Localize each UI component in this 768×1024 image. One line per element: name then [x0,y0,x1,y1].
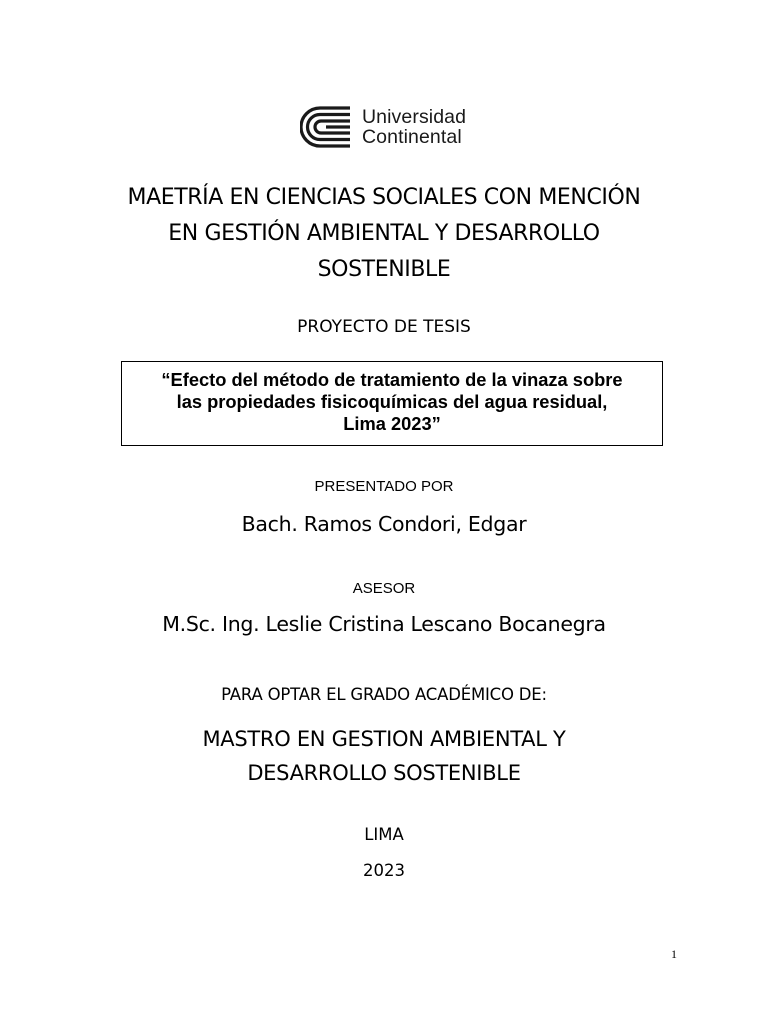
continental-c-stripes-logo-icon [300,105,354,149]
city: LIMA [364,825,404,844]
project-label: PROYECTO DE TESIS [297,317,471,337]
logo-line-2: Continental [362,126,462,148]
logo-wordmark [362,107,466,147]
university-logo [300,103,490,151]
logo-line-1: Universidad [362,106,467,128]
page-number: 1 [671,947,677,961]
advisor-label: ASESOR [352,580,416,597]
author-name: Bach. Ramos Condori, Edgar [241,512,527,536]
program-line-1: MAETRÍA EN CIENCIAS SOCIALES CON MENCIÓN [127,185,641,210]
thesis-title-line-3: Lima 2023” [343,413,441,434]
degree-line-2: DESARROLLO SOSTENIBLE [247,761,521,785]
presented-by-label: PRESENTADO POR [314,478,454,495]
degree-line-1: MASTRO EN GESTION AMBIENTAL Y [202,727,566,751]
thesis-title-line-2: las propiedades fisicoquímicas del agua residual, [176,391,608,412]
year: 2023 [363,861,405,880]
degree-title [0,722,768,790]
degree-label: PARA OPTAR EL GRADO ACADÉMICO DE: [221,685,547,704]
thesis-title-box [121,361,663,446]
program-line-2: EN GESTIÓN AMBIENTAL Y DESARROLLO [168,221,600,246]
program-line-3: SOSTENIBLE [317,257,451,282]
program-heading [0,180,768,288]
advisor-name: M.Sc. Ing. Leslie Cristina Lescano Bocanegra [162,612,606,636]
thesis-title-line-1: “Efecto del método de tratamiento de la vinaza sobre [161,369,623,390]
